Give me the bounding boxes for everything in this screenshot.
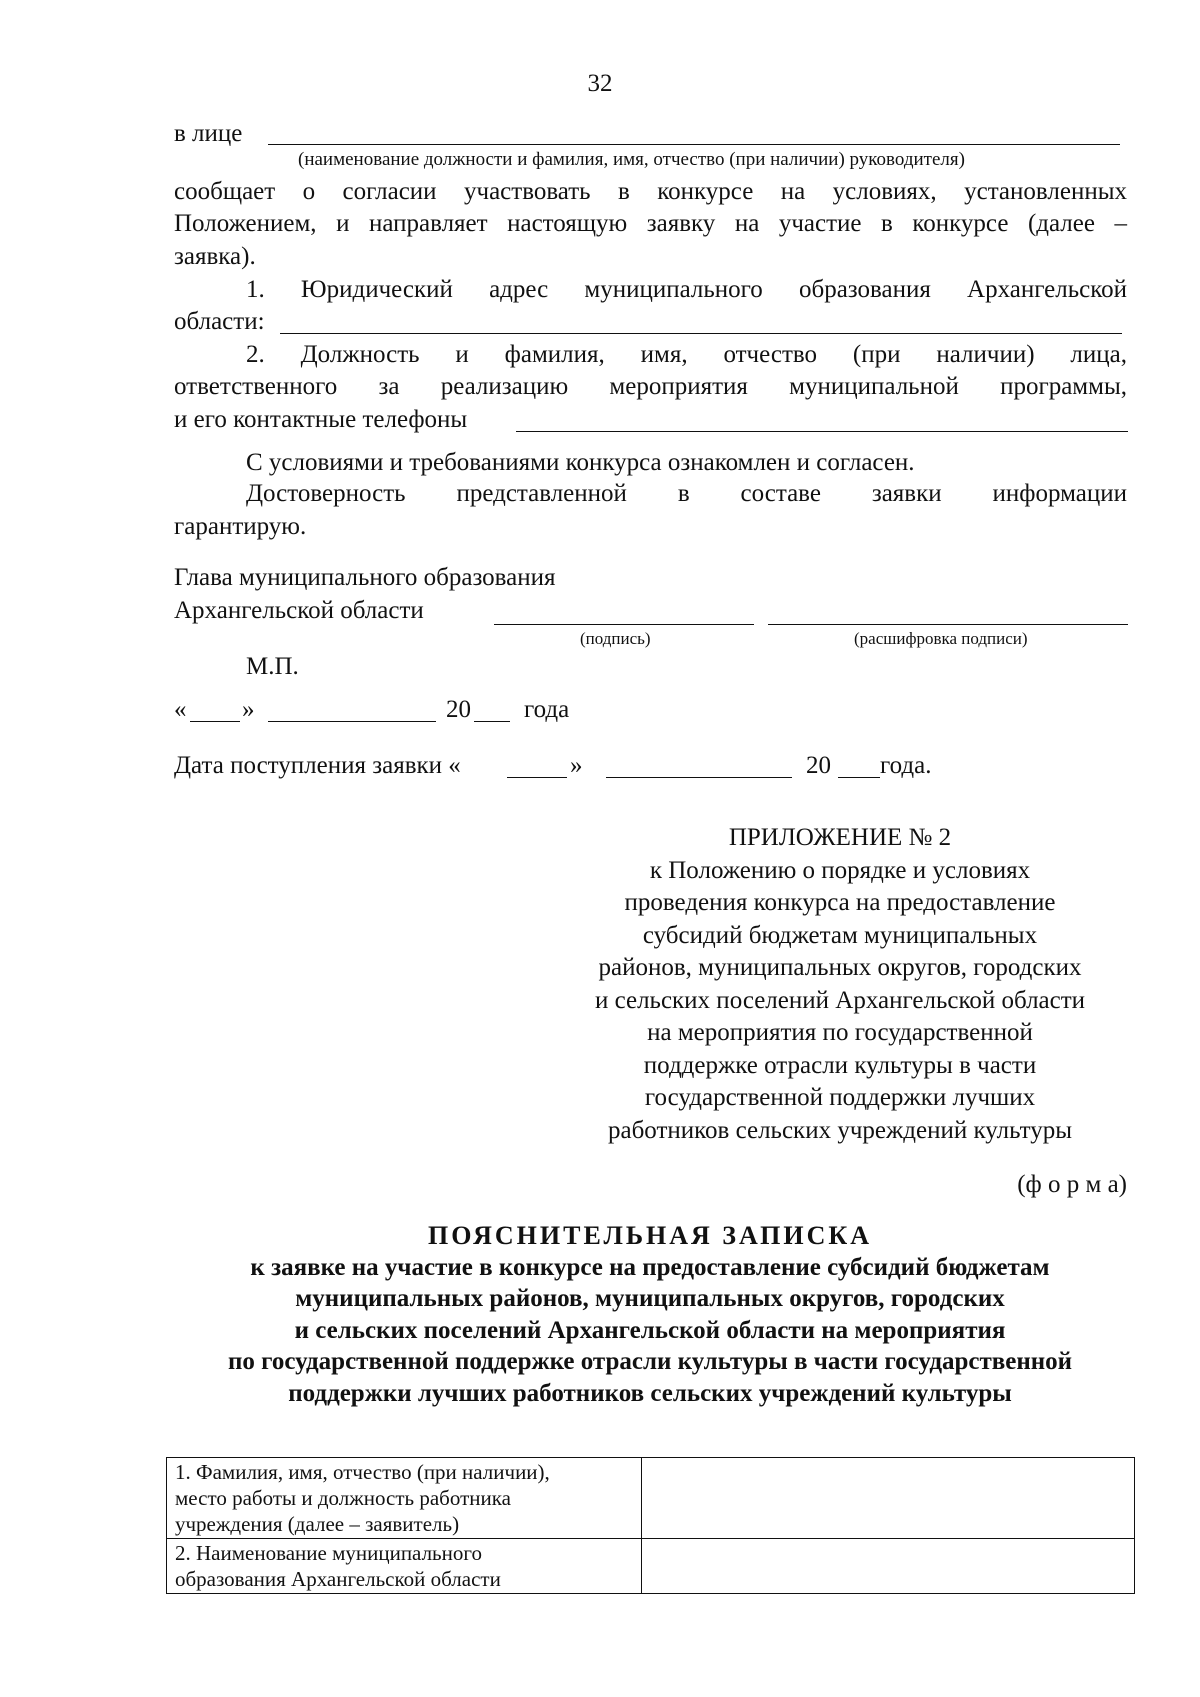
explanatory-note-table xyxy=(166,1457,1135,1594)
table-label-line: 1. Фамилия, имя, отчество (при наличии), xyxy=(175,1460,550,1484)
receipt-date-label: Дата поступления заявки « xyxy=(174,752,461,779)
date-close-quote: » xyxy=(242,696,255,723)
appendix-line: работников сельских учреждений культуры xyxy=(607,1116,1072,1144)
head-name-caption: (наименование должности и фамилия, имя, отчество (при наличии) руководителя) xyxy=(298,149,965,170)
title-line: муниципальных районов, муниципальных округов, городских xyxy=(295,1285,1005,1312)
title-line: к заявке на участие в конкурсе на предоставление субсидий бюджетам xyxy=(250,1253,1050,1281)
title-head: ПОЯСНИТЕЛЬНАЯ ЗАПИСКА xyxy=(427,1221,873,1250)
date-year-prefix: 20 xyxy=(446,696,471,723)
table-row xyxy=(167,1539,1135,1594)
explanatory-note-title xyxy=(150,1220,1150,1409)
form-note: (ф о р м а) xyxy=(1017,1171,1127,1198)
intro-line-3: заявка). xyxy=(174,243,256,270)
table-row xyxy=(167,1458,1135,1539)
signature-caption: (подпись) xyxy=(580,629,651,648)
receipt-year-blank[interactable] xyxy=(838,777,880,778)
table-row-value[interactable] xyxy=(642,1458,1135,1539)
item2-line-3: и его контактные телефоны xyxy=(174,406,468,433)
item2-line-2: ответственного за реализацию мероприятия муниципальной программы, xyxy=(174,373,1127,400)
receipt-close-quote: » xyxy=(570,752,583,779)
agreement-text: С условиями и требованиями конкурса ознакомлен и согласен. xyxy=(246,449,915,476)
appendix-line: проведения конкурса на предоставление xyxy=(624,889,1056,916)
title-line: и сельских поселений Архангельской области на мероприятия xyxy=(294,1316,1006,1344)
title-line: по государственной поддержке отрасли культуры в части государственной xyxy=(227,1348,1073,1375)
table-row-label xyxy=(167,1539,642,1594)
date-year-word: года xyxy=(524,696,570,723)
appendix-line: районов, муниципальных округов, городских xyxy=(598,954,1082,981)
item2-line-1: 2. Должность и фамилия, имя, отчество (при наличии) лица, xyxy=(246,341,1127,368)
appendix-block xyxy=(540,822,1140,1147)
signature-decode-caption: (расшифровка подписи) xyxy=(854,629,1028,648)
table-label-line: место работы и должность работника xyxy=(175,1486,511,1510)
head-name-blank[interactable] xyxy=(268,144,1120,145)
receipt-day-blank[interactable] xyxy=(507,777,567,778)
signature-decode-blank[interactable] xyxy=(768,624,1128,625)
appendix-line: и сельских поселений Архангельской области xyxy=(594,986,1086,1014)
date-year-blank[interactable] xyxy=(474,721,510,722)
receipt-year-word: года. xyxy=(880,752,932,779)
item1-line-1: 1. Юридический адрес муниципального образования Архангельской xyxy=(246,276,1127,303)
appendix-line: субсидий бюджетам муниципальных xyxy=(642,921,1038,949)
appendix-line: государственной поддержки лучших xyxy=(644,1084,1036,1111)
stamp-mark: М.П. xyxy=(246,653,299,680)
item1-line-2: области: xyxy=(174,308,265,335)
intro-line-2: Положением, и направляет настоящую заявку на участие в конкурсе (далее – xyxy=(174,210,1127,237)
reliability-line-2: гарантирую. xyxy=(174,513,307,540)
table-row-label xyxy=(167,1458,642,1539)
legal-address-blank[interactable] xyxy=(280,333,1122,334)
date-open-quote: « xyxy=(174,696,187,723)
appendix-line: на мероприятия по государственной xyxy=(647,1019,1033,1046)
intro-line-1: сообщает о согласии участвовать в конкурсе на условиях, установленных xyxy=(174,178,1127,205)
date-day-blank[interactable] xyxy=(190,721,240,722)
table-label-line: образования Архангельской области xyxy=(175,1567,501,1591)
v-litse-label: в лице xyxy=(174,120,243,147)
appendix-line: к Положению о порядке и условиях xyxy=(649,856,1031,884)
head-title-line-2: Архангельской области xyxy=(174,597,424,624)
table-label-line: 2. Наименование муниципального xyxy=(175,1541,482,1565)
receipt-month-blank[interactable] xyxy=(606,777,792,778)
reliability-line-1: Достоверность представленной в составе заявки информации xyxy=(246,480,1127,507)
signature-blank[interactable] xyxy=(494,624,754,625)
title-line: поддержки лучших работников сельских учреждений культуры xyxy=(288,1379,1012,1407)
page-number: 32 xyxy=(587,70,613,97)
head-title-line-1: Глава муниципального образования xyxy=(174,564,556,591)
table-row-value[interactable] xyxy=(642,1539,1135,1594)
receipt-year-prefix: 20 xyxy=(806,752,831,779)
appendix-line: поддержке отрасли культуры в части xyxy=(643,1051,1037,1079)
contact-phones-blank[interactable] xyxy=(516,431,1128,432)
appendix-line: ПРИЛОЖЕНИЕ № 2 xyxy=(728,824,952,851)
table-label-line: учреждения (далее – заявитель) xyxy=(175,1512,460,1536)
date-month-blank[interactable] xyxy=(268,721,436,722)
